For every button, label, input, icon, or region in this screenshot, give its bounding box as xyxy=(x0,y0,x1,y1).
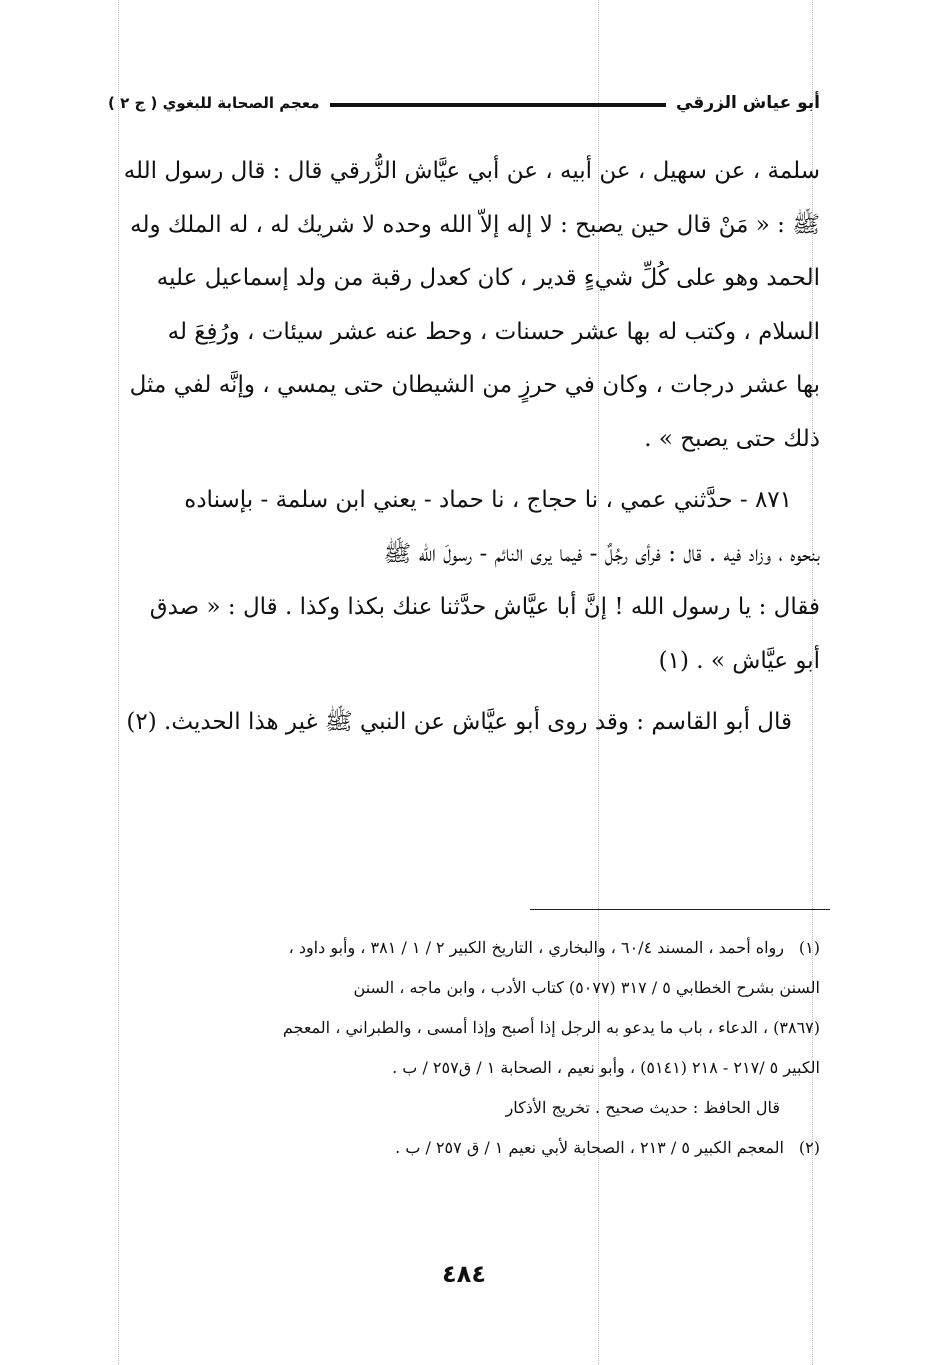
header-rule xyxy=(330,103,666,107)
text-line: قال أبو القاسم : وقد روى أبو عيَّاش عن النبي ﷺ غير هذا الحديث. (٢) xyxy=(126,709,792,735)
running-header xyxy=(108,88,820,118)
text-line: فقال : يا رسول الله ! إنَّ أبا عيَّاش حدَّثنا عنك بكذا وكذا . قال : « صدق xyxy=(149,594,820,620)
footnote-1-note: قال الحافظ : حديث صحيح . تخريج الأذكار xyxy=(505,1098,780,1117)
text-line: سلمة ، عن سهيل ، عن أبيه ، عن أبي عيَّاش الزُّرقي قال : قال رسول الله xyxy=(123,158,820,184)
text-line: الحمد وهو على كُلِّ شيءٍ قدير ، كان كعدل رقبة من ولد إسماعيل عليه xyxy=(156,265,820,291)
footnote-separator xyxy=(530,909,830,910)
paragraph-abu-al-qasim xyxy=(110,696,820,750)
paragraph-hadith-text xyxy=(110,145,820,466)
text-line: بها عشر درجات ، وكان في حرزٍ من الشيطان حتى يمسي ، وإنَّه لفي مثل xyxy=(129,372,820,398)
text-line: ٨٧١ - حدَّثني عمي ، نا حجاج ، نا حماد - يعني ابن سلمة - بإسناده xyxy=(184,487,792,513)
footnote-2-line: (٢)المعجم الكبير ٥ / ٢١٣ ، الصحابة لأبي نعيم ١ / ق ٢٥٧ / ب . xyxy=(108,1128,820,1168)
footnote-1-line: (٣٨٦٧) ، الدعاء ، باب ما يدعو به الرجل إذا أصبح وإذا أمسى ، والطبراني ، المعجم xyxy=(282,1018,820,1037)
running-title: معجم الصحابة للبغوي ( ج ٢ ) xyxy=(108,94,320,112)
footnotes xyxy=(108,928,820,1168)
text-line: ﷺ : « مَنْ قال حين يصبح : لا إله إلاّ الله وحده لا شريك له ، له الملك وله xyxy=(130,211,820,238)
page-number: ٤٨٤ xyxy=(442,1260,486,1288)
footnote-number: (٢) xyxy=(798,1138,820,1157)
text-line: بنحوه ، وزاد فيه . قال : فرأى رجُلٌ - فيما يرى النائم - رسولَ الله ﷺ xyxy=(383,540,820,567)
paragraph-hadith-871 xyxy=(110,474,820,688)
text-line: أبو عيَّاش » . (١) xyxy=(658,647,820,674)
footnote-1-line: السنن بشرح الخطابي ٥ / ٣١٧ (٥٠٧٧) كتاب الأدب ، وابن ماجه ، السنن xyxy=(353,978,820,997)
footnote-1-line: (١)رواه أحمد ، المسند ٦٠/٤ ، والبخاري ، التاريخ الكبير ٢ / ١ / ٣٨١ ، وأبو داود ، xyxy=(108,928,820,968)
main-text xyxy=(110,145,820,750)
footnote-number: (١) xyxy=(798,938,820,957)
text-line: ذلك حتى يصبح » . xyxy=(644,425,820,452)
text-line: السلام ، وكتب له بها عشر حسنات ، وحط عنه عشر سيئات ، ورُفِعَ له xyxy=(167,318,820,345)
footnote-1-line: الكبير ٥ /٢١٧ - ٢١٨ (٥١٤١) ، وأبو نعيم ، الصحابة ١ / ق٢٥٧ / ب . xyxy=(392,1058,820,1077)
running-author: أبو عياش الزرقي xyxy=(675,93,820,113)
